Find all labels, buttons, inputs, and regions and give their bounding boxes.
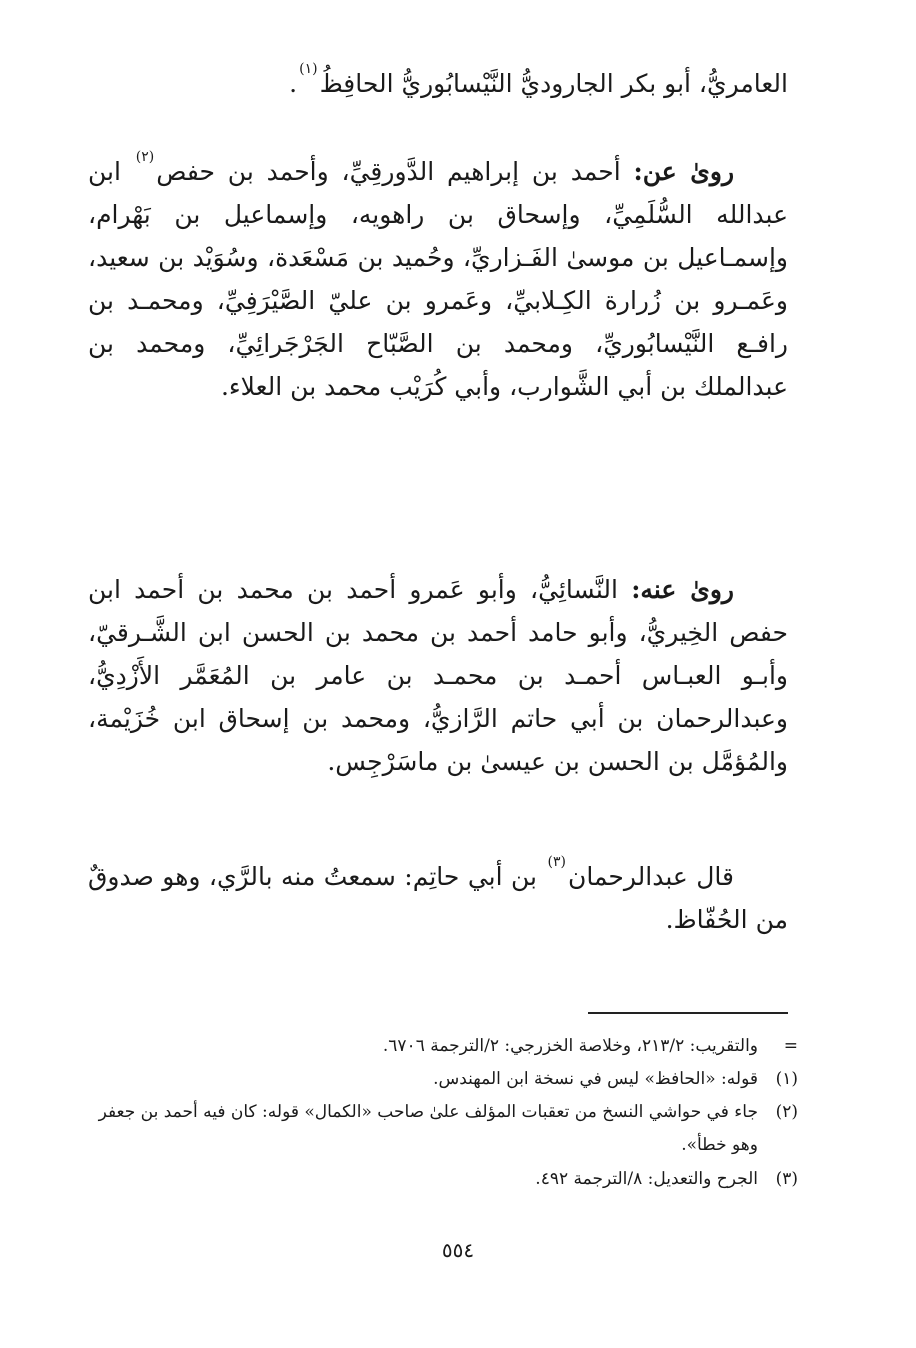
footnote-text: والتقريب: ٢١٣/٢، وخلاصة الخزرجي: ٢/الترجمة ٦٧٠٦. [382,1036,758,1056]
footnote-text: جاء في حواشي النسخ من تعقبات المؤلف علىٰ صاحب «الكمال» قوله: كان فيه أحمد بن جعفر وهو خطأ». [98,1102,758,1156]
footnotes [88,1030,798,1196]
footnote-ref-2: (٢) [135,149,155,165]
footnote-continued [88,1030,798,1063]
continuation-end: . [289,69,298,98]
footnote-2 [88,1096,798,1162]
footnote-mark: (١) [775,1069,798,1090]
footnote-mark: (٣) [775,1168,798,1189]
footnote-3 [88,1163,798,1196]
footnote-ref-3: (٣) [547,854,566,870]
assessment-paragraph [88,855,788,941]
assessment-text-a: قال عبدالرحمان [567,862,734,891]
footnote-text: قوله: «الحافظ» ليس في نسخة ابن المهندس. [433,1069,758,1090]
narrated-by-text: النَّسائِيُّ، وأبو عَمرو أحمد بن محمد بن أحمد ابن حفص الخِيريُّ، وأبو حامد أحمد بن محمد بن الحسن ابن الشَّـرقيّ، وأبـو العبـاس أحمـد بن محمـد بن عامر بن المُعَمَّر الأَزْدِيُّ، وعبدالرحمان بن أبي حاتم الرَّازيُّ، ومحمد بن إسحاق ابن خُزَيْمة، والمُؤمَّل بن الحسن بن عيسىٰ بن ماسَرْجِس. [88,575,788,776]
footnote-mark: = [783,1036,798,1056]
page-number: ٥٥٤ [441,1238,475,1262]
narrated-from-paragraph [88,150,788,408]
continuation-text: العامريُّ، أبو بكر الجاروديُّ النَّيْسابُوريُّ الحافِظُ [319,69,788,98]
entry-continuation [88,62,788,105]
narrated-by-paragraph [88,568,788,783]
footnote-mark: (٢) [775,1102,798,1123]
footnote-ref-1: (١) [299,61,318,77]
narrated-from-text-a: أحمد بن إبراهيم الدَّورقِيِّ، وأحمد بن حفص [156,157,621,186]
narrated-from-heading: روىٰ عن: [633,157,735,186]
footnote-1 [88,1063,798,1096]
narrated-by-heading: روىٰ عنه: [631,575,734,604]
narrated-from-text-b: ابن عبدالله السُّلَمِيِّ، وإسحاق بن راهويه، وإسماعيل بن بَهْرام، وإسمـاعيل بن موسىٰ الفَـزاريِّ، وحُميد بن مَسْعَدة، وسُوَيْد بن سعيد، وعَمـرو بن زُرارة الكِـلابيِّ، وعَمرو بن عليّ الصَّيْرَفِيِّ، ومحمـد بن رافـع النَّيْسابُوريِّ، ومحمد بن الصَّبّاح الجَرْجَرائِيِّ، ومحمد بن عبدالملك بن أبي الشَّوارب، وأبي كُرَيْب محمد بن العلاء. [88,157,788,401]
footnote-text: الجرح والتعديل: ٨/الترجمة ٤٩٢. [535,1168,758,1189]
footnote-separator [588,1012,788,1014]
assessment-text-b: بن أبي حاتِم: سمعتُ منه بالرَّي، وهو صدوقٌ من الحُفّاظ. [88,862,788,934]
